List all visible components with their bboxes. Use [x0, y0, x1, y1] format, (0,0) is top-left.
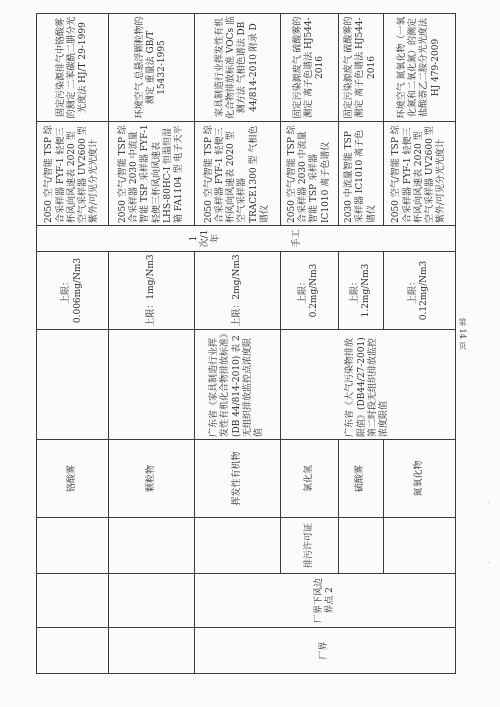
method-type-text: 手工: [292, 229, 303, 248]
standard-cell: 广东省《大气污染物排放限值》(DB44/27-2001) 第二时段无组织排放监控浓度限值: [280, 330, 455, 440]
boundary-cell: 厂界: [194, 628, 455, 674]
standard-cell: [109, 330, 195, 440]
empty-cell: [37, 628, 109, 674]
method-cell: 固定污染源废气 硫酸雾的测定 离子色谱法 HJ544-2016: [280, 14, 338, 122]
equipment-cell: 2030 中流量智能 TSP 采样器 IC1010 离子色谱仪: [339, 122, 384, 226]
method-cell: 家具制造行业挥发性有机化合物排放标准 VOCs 监测方法 气相色谱法 DB 44/814-2010 附录 D: [194, 14, 280, 122]
table-row: [194, 14, 280, 674]
method-cell: 固定污染源废气 硫酸雾的测定 离子色谱法 HJ544-2016: [339, 14, 384, 122]
permit-cell: 排污许可证: [280, 518, 338, 574]
equipment-cell: 2050 空气/智能 TSP 综合采样器 2030 中流量智能 TSP 采样器 FYF-1 轻便三杯风向风速表 LHS-80HC-I 恒温恒湿箱 FA1104 型 电子天平: [109, 122, 195, 226]
limit-cell: 上限：1.2mg/Nm3: [339, 252, 384, 330]
limit-cell: 上限：0.006mg/Nm3: [37, 252, 109, 330]
standard-cell: [37, 330, 109, 440]
equipment-cell: 2050 空气/智能 TSP 综合采样器 2030 中流量智能 TSP 采样器 IC1010 离子色谱仪: [280, 122, 338, 226]
equipment-cell: 2050 空气/智能 TSP 综合采样器 FYF-1 轻便三杯风向风速表 2020 型 空气采样器 UV2600 型 紫外/可见分光光度计: [383, 122, 455, 226]
page-number: 第 14 页: [458, 318, 467, 350]
limit-cell: 上限：1mg/Nm3: [109, 252, 195, 330]
pollutant-cell: 颗粒物: [109, 440, 195, 518]
frequency-text: 1 次/1 年: [188, 229, 221, 248]
rotated-table-area: [36, 14, 456, 674]
margin-mark: ·: [488, 560, 490, 567]
frequency-cell: [37, 226, 456, 252]
empty-cell: [109, 574, 195, 628]
standard-cell: 广东省《家具制造行业挥发性有机化合物排放标准》(DB 44/814-2010) 表 2 无组织排放监控点浓度限值: [194, 330, 280, 440]
limit-cell: 上限：2mg/Nm3: [194, 252, 280, 330]
method-cell: 环境空气 氮氧化物（一氧化氮和二氧化氮）的测定 盐酸萘乙二胺分光光度法 HJ 479-2009: [383, 14, 455, 122]
empty-cell: [194, 518, 280, 574]
pollutant-cell: 硫酸雾: [339, 440, 384, 518]
empty-cell: [37, 574, 109, 628]
margin-mark: ·: [488, 500, 490, 507]
method-cell: 固定污染源排气中铬酸雾的测定 二苯碳酰二肼分光光度法 HJ/T 29-1999: [37, 14, 109, 122]
empty-cell: [109, 628, 195, 674]
pollutant-cell: 挥发性有机物: [194, 440, 280, 518]
empty-cell: [383, 518, 455, 574]
limit-cell: 上限：0.12mg/Nm3: [383, 252, 455, 330]
monitoring-table: [36, 13, 456, 674]
empty-cell: [339, 518, 384, 574]
table-row: [109, 14, 195, 674]
method-cell: 环境空气 总悬浮颗粒物的测定 重量法 GB/T 15432-1995: [109, 14, 195, 122]
equipment-cell: 2050 空气/智能 TSP 综合采样器 FYF-1 轻便三杯风向风速表 2020 型 空气采样器 TRACE1300 型 气相色谱仪: [194, 122, 280, 226]
pollutant-cell: 氯化氢: [280, 440, 338, 518]
station-cell: 厂界下风边界点 2: [194, 574, 455, 628]
pollutant-cell: 氮氧化物: [383, 440, 455, 518]
empty-cell: [37, 518, 109, 574]
pollutant-cell: 铬酸雾: [37, 440, 109, 518]
equipment-cell: 2050 空气/智能 TSP 综合采样器 FYF-1 轻便三杯风向风速表 2020 型 空气采样器 UV2600 型 紫外/可见分光光度计: [37, 122, 109, 226]
table-row: [37, 14, 109, 674]
empty-cell: [109, 518, 195, 574]
limit-cell: 上限：0.2mg/Nm3: [280, 252, 338, 330]
